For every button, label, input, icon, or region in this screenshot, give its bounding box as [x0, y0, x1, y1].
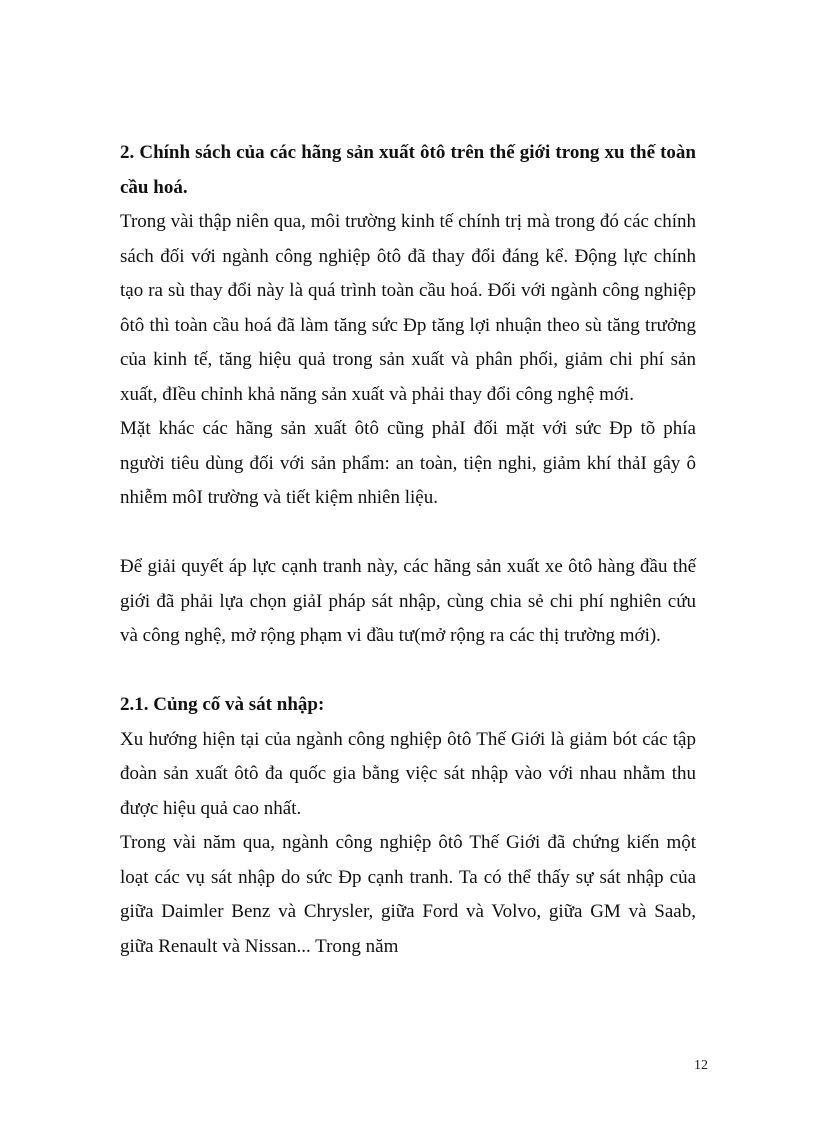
paragraph-consolidation-trend: Xu hướng hiện tại của ngành công nghiệp ôtô Thế Giới là giảm bót các tập đoàn sản xuất ôtô đa quốc gia bằng việc sát nhập vào với nhau nhằm thu được hiệu quả cao nhất. [120, 728, 696, 819]
paragraph-spacer [120, 516, 696, 551]
page-number: 12 [694, 1058, 708, 1073]
paragraph-globalization-policy: Trong vài thập niên qua, môi trường kinh tế chính trị mà trong đó các chính sách đối với ngành công nghiệp ôtô đã thay đổi đáng kể. Động lực chính tạo ra sù thay đổi này là quá trình toàn cầu hoá. Đối với ngành công nghiệp ôtô thì toàn cầu hoá đã làm tăng sức Đp tăng lợi nhuận theo sù tăng trưởng của kinh tế, tăng hiệu quả trong sản xuất và phân phối, giảm chi phí sản xuất, đIều chỉnh khả năng sản xuất và phải thay đổi công nghệ mới. [120, 211, 696, 405]
section-heading-2-1: 2.1. Củng cố và sát nhập: [120, 694, 325, 715]
section-heading-2: 2. Chính sách của các hãng sản xuất ôtô trên thế giới trong xu thế toàn cầu hoá. [120, 142, 696, 198]
paragraph-merger-examples: Trong vài năm qua, ngành công nghiệp ôtô Thế Giới đã chứng kiến một loạt các vụ sát nhập do sức Đp cạnh tranh. Ta có thể thấy sự sát nhập của giữa Daimler Benz và Chrysler, giữa Ford và Volvo, giữa GM và Saab, giữa Renault và Nissan... Trong năm [120, 832, 696, 957]
paragraph-spacer [120, 654, 696, 689]
paragraph-merger-solution: Để giải quyết áp lực cạnh tranh này, các hãng sản xuất xe ôtô hàng đầu thế giới đã phải lựa chọn giảI pháp sát nhập, cùng chia sẻ chi phí nghiên cứu và công nghệ, mở rộng phạm vi đầu tư(mở rộng ra các thị trường mới). [120, 556, 696, 646]
document-page [120, 136, 696, 964]
paragraph-consumer-pressure: Mặt khác các hãng sản xuất ôtô cũng phảI đối mặt với sức Đp tõ phía người tiêu dùng đối với sản phẩm: an toàn, tiện nghi, giảm khí thảI gây ô nhiễm môI trường và tiết kiệm nhiên liệu. [120, 418, 696, 508]
